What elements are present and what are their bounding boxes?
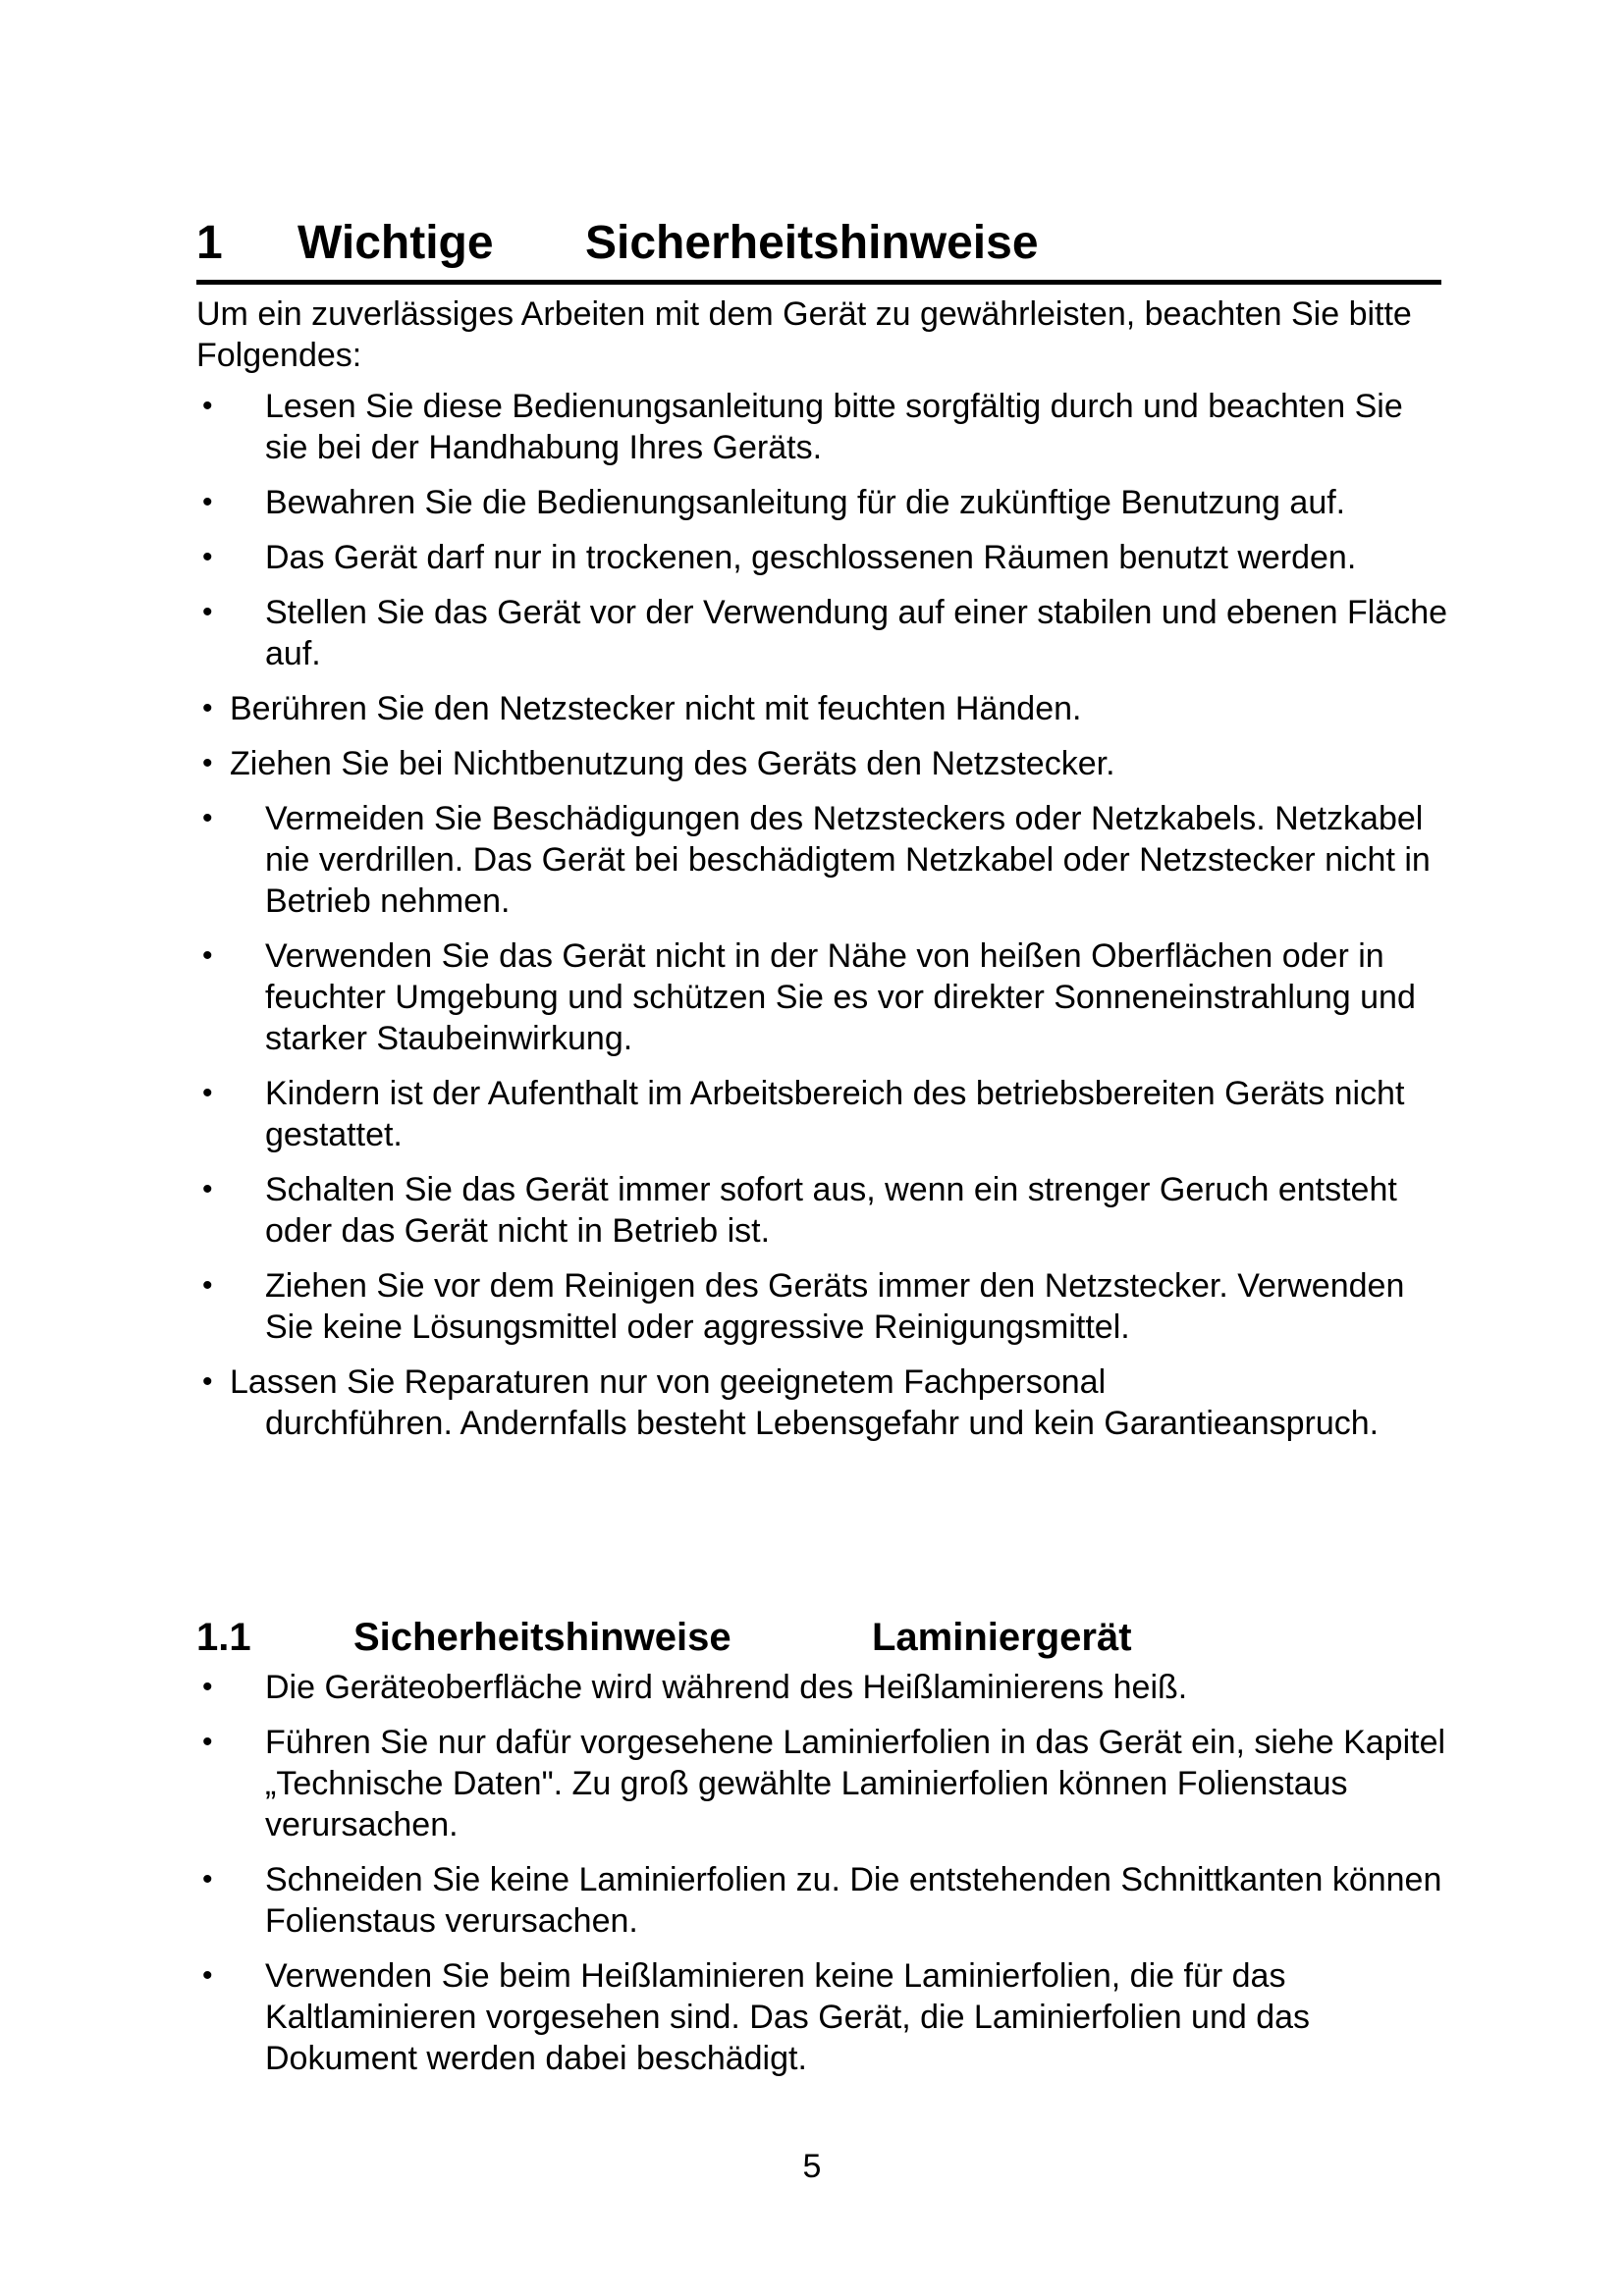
bullet-icon: • xyxy=(202,1863,213,1896)
list-item: • Ziehen Sie vor dem Reinigen des Geräts immer den Netzstecker. Verwenden Sie keine Lösungsmittel oder aggressive Reinigungsmittel. xyxy=(202,1267,1405,1346)
section-title-word-1: Wichtige xyxy=(298,217,494,269)
bullet-icon: • xyxy=(202,1077,213,1109)
list-item: • Schalten Sie das Gerät immer sofort aus, wenn ein strenger Geruch entsteht oder das Gerät nicht in Betrieb ist. xyxy=(202,1171,1397,1250)
subsection-title-word-2: Laminiergerät xyxy=(872,1616,1132,1659)
bullet-icon: • xyxy=(202,541,213,573)
intro-paragraph: Um ein zuverlässiges Arbeiten mit dem Gerät zu gewährleisten, beachten Sie bitte Folgendes: xyxy=(196,295,1412,374)
list-item: • Ziehen Sie bei Nichtbenutzung des Geräts den Netzstecker. xyxy=(202,745,1115,782)
laminator-safety-list xyxy=(196,1667,1453,2093)
bullet-icon: • xyxy=(202,1269,213,1302)
list-item: • Vermeiden Sie Beschädigungen des Netzsteckers oder Netzkabels. Netzkabel nie verdrillen. Das Gerät bei beschädigtem Netzkabel oder Netzstecker nicht in Betrieb nehmen. xyxy=(202,800,1431,920)
bullet-icon: • xyxy=(202,692,213,724)
bullet-icon: • xyxy=(202,596,213,628)
bullet-icon: • xyxy=(202,1365,213,1398)
bullet-icon: • xyxy=(202,486,213,518)
bullet-icon: • xyxy=(202,802,213,834)
bullet-icon: • xyxy=(202,939,213,972)
bullet-icon: • xyxy=(202,747,213,779)
safety-list xyxy=(196,386,1453,1458)
list-item: • Lesen Sie diese Bedienungsanleitung bitte sorgfältig durch und beachten Sie sie bei der Handhabung Ihres Geräts. xyxy=(202,388,1403,466)
list-item: • Führen Sie nur dafür vorgesehene Laminierfolien in das Gerät ein, siehe Kapitel „Technische Daten". Zu groß gewählte Laminierfolien können Folienstaus verursachen. xyxy=(202,1724,1446,1843)
list-item: • Das Gerät darf nur in trockenen, geschlossenen Räumen benutzt werden. xyxy=(202,539,1357,576)
list-item: • Berühren Sie den Netzstecker nicht mit feuchten Händen. xyxy=(202,690,1082,727)
bullet-icon: • xyxy=(202,1726,213,1758)
subsection-number: 1.1 xyxy=(196,1616,251,1659)
subsection-title-word-1: Sicherheitshinweise xyxy=(353,1616,731,1659)
section-number: 1 xyxy=(196,217,223,269)
list-item: • Kindern ist der Aufenthalt im Arbeitsbereich des betriebsbereiten Geräts nicht gestattet. xyxy=(202,1075,1405,1153)
list-item: • Verwenden Sie beim Heißlaminieren keine Laminierfolien, die für das Kaltlaminieren vorgesehen sind. Das Gerät, die Laminierfolien und das Dokument werden dabei beschädigt. xyxy=(202,1957,1311,2077)
list-item: • Schneiden Sie keine Laminierfolien zu. Die entstehenden Schnittkanten können Folienstaus verursachen. xyxy=(202,1861,1442,1940)
bullet-icon: • xyxy=(202,1959,213,1992)
bullet-icon: • xyxy=(202,1173,213,1205)
list-item: • Stellen Sie das Gerät vor der Verwendung auf einer stabilen und ebenen Fläche auf. xyxy=(202,594,1448,672)
list-item: • Bewahren Sie die Bedienungsanleitung für die zukünftige Benutzung auf. xyxy=(202,484,1346,521)
page-number: 5 xyxy=(802,2148,822,2185)
list-item: • Lassen Sie Reparaturen nur von geeignetem Fachpersonal durchführen. Andernfalls besteht Lebensgefahr und kein Garantieanspruch. xyxy=(202,1363,1380,1442)
bullet-icon: • xyxy=(202,1671,213,1703)
section-title-word-2: Sicherheitshinweise xyxy=(585,217,1039,269)
section-heading xyxy=(196,209,1441,285)
bullet-icon: • xyxy=(202,390,213,422)
list-item: • Verwenden Sie das Gerät nicht in der Nähe von heißen Oberflächen oder in feuchter Umgebung und schützen Sie es vor direkter Sonneneinstrahlung und starker Staubeinwirkung. xyxy=(202,937,1416,1057)
list-item: • Die Geräteoberfläche wird während des Heißlaminierens heiß. xyxy=(202,1669,1188,1706)
